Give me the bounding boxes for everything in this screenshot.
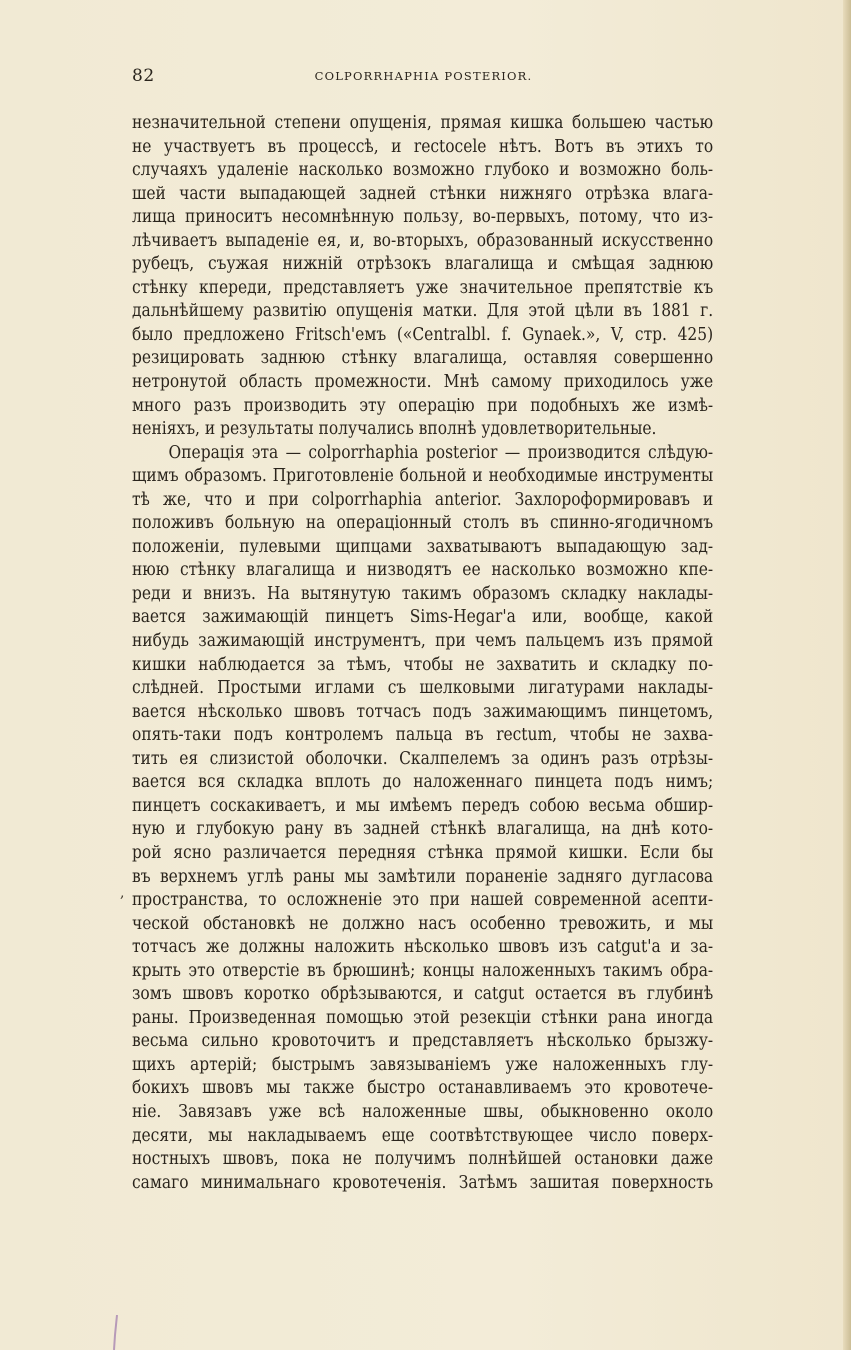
text-line: пинцетъ соскакиваетъ, и мы имѣемъ передъ собою весьма обшир- (132, 794, 714, 816)
text-line: положивъ больную на операціонный столъ въ спинно-ягодичномъ (132, 512, 714, 534)
body-text (132, 111, 713, 1194)
text-line: неніяхъ, и результаты получались вполнѣ удовлетворительные. (132, 418, 657, 440)
text-line: вается нѣсколько швовъ тотчасъ подъ зажимающимъ пинцетомъ, (132, 700, 714, 722)
page-number: 82 (132, 66, 155, 86)
text-line: ческой обстановкѣ не должно насъ особенно тревожить, и мы (132, 912, 714, 934)
text-line: дальнѣйшему развитію опущенія матки. Для этой цѣли въ 1881 г. (132, 300, 714, 322)
text-line: раны. Произведенная помощью этой резекціи стѣнки рана иногда (132, 1006, 714, 1028)
text-line: щихъ артерій; быстрымъ завязываніемъ уже наложенныхъ глу- (132, 1053, 714, 1075)
text-line: ностныхъ швовъ, пока не получимъ полнѣйшей остановки даже (132, 1148, 714, 1170)
text-line: нибудь зажимающій инструментъ, при чемъ пальцемъ изъ прямой (132, 630, 714, 652)
text-line: кишки наблюдается за тѣмъ, чтобы не захватить и складку по- (132, 653, 714, 675)
text-line: лища приноситъ несомнѣнную пользу, во-первыхъ, потому, что из- (132, 206, 714, 228)
text-line: бокихъ швовъ мы также быстро останавливаемъ это кровотече- (132, 1077, 714, 1099)
text-line: слѣдней. Простыми иглами съ шелковыми лигатурами наклады- (132, 677, 714, 699)
text-line: незначительной степени опущенія, прямая кишка большею частью (132, 112, 714, 133)
text-line: щимъ образомъ. Приготовленіе больной и необходимые инструменты (132, 465, 714, 487)
text-line: рой ясно различается передняя стѣнка прямой кишки. Если бы (132, 841, 714, 863)
text-line: Операція эта — colporrhaphia posterior — производится слѣдую- (168, 441, 714, 463)
margin-mark: , (120, 885, 125, 901)
text-line: не участвуетъ въ процессѣ, и rectocele нѣтъ. Вотъ въ этихъ то (132, 135, 714, 157)
text-line: тить ея слизистой оболочки. Скалпелемъ за одинъ разъ отрѣзы- (132, 747, 714, 769)
text-line: весьма сильно кровоточитъ и представляетъ нѣсколько брызжу- (132, 1030, 714, 1052)
text-line: случаяхъ удаленіе насколько возможно глубоко и возможно боль- (132, 159, 714, 181)
text-line: ную и глубокую рану въ задней стѣнкѣ влагалища, на днѣ кото- (132, 818, 714, 840)
text-line: опять-таки подъ контролемъ пальца въ rectum, чтобы не захва- (132, 724, 714, 746)
pencil-mark (112, 1315, 120, 1350)
running-title: COLPORRHAPHIA POSTERIOR. (314, 69, 533, 83)
text-line: ніе. Завязавъ уже всѣ наложенные швы, обыкновенно около (132, 1100, 714, 1122)
text-line: нюю стѣнку влагалища и низводятъ ее насколько возможно кпе- (132, 559, 714, 581)
text-line: было предложено Fritsch'емъ («Centralbl. f. Gynaek.», V, стр. 425) (132, 323, 714, 345)
text-line: нетронутой область промежности. Мнѣ самому приходилось уже (132, 371, 714, 393)
page-edge (843, 0, 851, 1350)
text-line: самаго минимальнаго кровотеченія. Затѣмъ зашитая поверхность (132, 1171, 714, 1193)
text-line: пространства, то осложненіе это при нашей современной асепти- (132, 889, 714, 911)
text-line: шей части выпадающей задней стѣнки нижняго отрѣзка влага- (132, 182, 714, 204)
text-line: вается вся складка вплоть до наложеннаго пинцета подъ нимъ; (132, 771, 714, 793)
text-line: рубецъ, съужая нижній отрѣзокъ влагалища и смѣщая заднюю (132, 253, 714, 275)
text-line: вается зажимающій пинцетъ Sims-Hegar'а или, вообще, какой (132, 606, 714, 628)
page-header (132, 66, 715, 88)
text-line: резицировать заднюю стѣнку влагалища, оставляя совершенно (132, 347, 714, 369)
text-line: лѣчиваетъ выпаденіе ея, и, во-вторыхъ, образованный искусственно (132, 229, 714, 251)
text-line: десяти, мы накладываемъ еще соотвѣтствующее число поверх- (132, 1124, 714, 1146)
text-line: положеніи, пулевыми щипцами захватываютъ выпадающую зад- (132, 535, 714, 557)
text-line: реди и внизъ. На вытянутую такимъ образомъ складку наклады- (132, 582, 714, 604)
text-line: тотчасъ же должны наложить нѣсколько швовъ изъ catgut'а и за- (132, 936, 714, 958)
text-line: стѣнку кпереди, представляетъ уже значительное препятствіе къ (132, 276, 714, 298)
text-line: въ верхнемъ углѣ раны мы замѣтили пораненіе задняго дугласова (132, 865, 714, 887)
text-line: тѣ же, что и при colporrhaphia anterior. Захлороформировавъ и (132, 488, 714, 510)
text-line: зомъ швовъ коротко обрѣзываются, и catgut остается въ глубинѣ (132, 983, 714, 1005)
text-line: крыть это отверстіе въ брюшинѣ; концы наложенныхъ такимъ обра- (132, 959, 714, 981)
text-line: много разъ производить эту операцію при подобныхъ же измѣ- (132, 394, 714, 416)
